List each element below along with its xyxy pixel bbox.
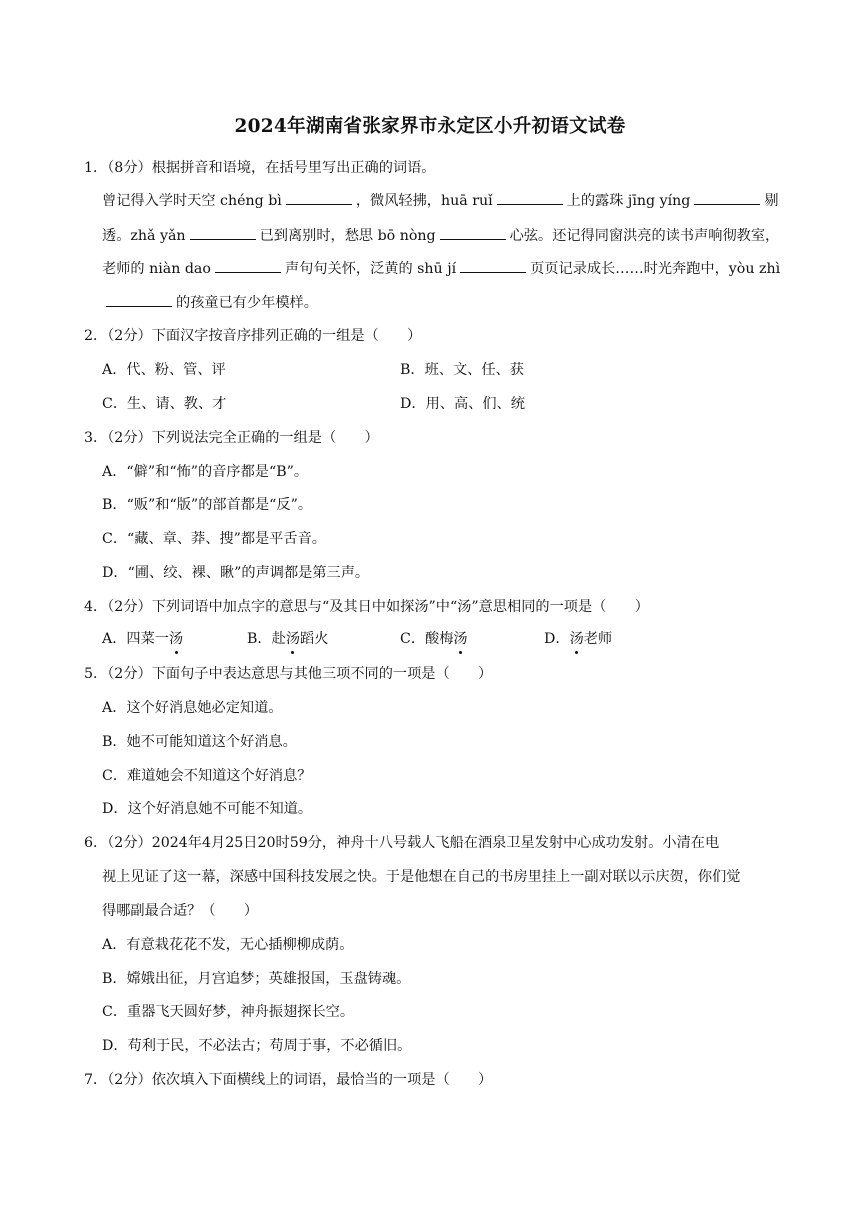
answer-blank[interactable] xyxy=(106,294,172,307)
answer-blank[interactable] xyxy=(190,227,256,240)
question-4-option-a[interactable]: A．四菜一汤 xyxy=(102,628,183,648)
question-1-line-3: 老师的 niàn dao 声句句关怀，泛黄的 shū jí 页页记录成长……时光奔跑中，yòu zhì xyxy=(102,261,781,277)
question-1-line-4: 的孩童已有少年模样。 xyxy=(102,292,318,312)
answer-blank[interactable] xyxy=(460,260,526,273)
question-4-stem: 4．（2分）下列词语中加点字的意思与“及其日中如探汤”中“汤”意思相同的一项是（ ） xyxy=(84,599,649,615)
question-5-option-a[interactable]: A．这个好消息她必定知道。 xyxy=(102,700,283,716)
question-4-option-d[interactable]: D．汤老师 xyxy=(544,628,612,648)
question-2-option-c[interactable]: C．生、请、教、才 xyxy=(102,396,227,412)
question-5-option-d[interactable]: D．这个好消息她不可能不知道。 xyxy=(102,801,313,817)
dotted-char: 汤 xyxy=(286,628,300,648)
question-2-option-a[interactable]: A．代、粉、管、评 xyxy=(102,362,226,378)
question-2-option-b[interactable]: B．班、文、任、获 xyxy=(400,362,524,378)
answer-blank[interactable] xyxy=(497,192,563,205)
question-6-option-b[interactable]: B．嫦娥出征，月宫追梦；英雄报国，玉盘铸魂。 xyxy=(102,971,411,987)
question-6-option-d[interactable]: D．苟利于民，不必法古；苟周于事，不必循旧。 xyxy=(102,1038,412,1054)
question-4-option-b[interactable]: B．赴汤蹈火 xyxy=(247,628,328,648)
question-1-stem: 1．（8分）根据拼音和语境，在括号里写出正确的词语。 xyxy=(84,160,436,176)
question-2-option-d[interactable]: D．用、高、们、统 xyxy=(400,396,525,412)
question-1-line-1: 曾记得入学时天空 chéng bì ，微风轻拂，huā ruǐ 上的露珠 jīng yíng 剔 xyxy=(102,193,779,209)
question-6-stem-line-3: 得哪副最合适？（ ） xyxy=(102,903,259,919)
question-6-option-c[interactable]: C．重器飞天圆好梦，神舟振翅探长空。 xyxy=(102,1004,355,1020)
question-3-stem: 3．（2分）下列说法完全正确的一组是（ ） xyxy=(84,430,379,446)
question-3-option-b[interactable]: B．“贩”和“版”的部首都是“反”。 xyxy=(102,497,313,513)
question-5-option-b[interactable]: B．她不可能知道这个好消息。 xyxy=(102,734,297,750)
page-title: 2024年湖南省张家界市永定区小升初语文试卷 xyxy=(234,116,626,137)
answer-blank[interactable] xyxy=(286,192,352,205)
question-7-stem: 7．（2分）依次填入下面横线上的词语，最恰当的一项是（ ） xyxy=(84,1072,493,1088)
question-3-option-d[interactable]: D．“圃、绞、裸、瞅”的声调都是第三声。 xyxy=(102,565,370,581)
question-1-line-2: 透。zhǎ yǎn 已到离别时，愁思 bō nòng 心弦。还记得同窗洪亮的读书声响彻教室， xyxy=(102,228,780,244)
question-6-option-a[interactable]: A．有意栽花花不发，无心插柳柳成荫。 xyxy=(102,937,354,953)
question-5-stem: 5．（2分）下面句子中表达意思与其他三项不同的一项是（ ） xyxy=(84,666,493,682)
question-3-option-c[interactable]: C．“藏、章、莽、搜”都是平舌音。 xyxy=(102,531,326,547)
question-6-stem-line-2: 视上见证了这一幕，深感中国科技发展之快。于是他想在自己的书房里挂上一副对联以示庆贺，你们觉 xyxy=(102,869,741,885)
question-2-stem: 2．（2分）下面汉字按音序排列正确的一组是（ ） xyxy=(84,328,422,344)
answer-blank[interactable] xyxy=(215,260,281,273)
dotted-char: 汤 xyxy=(453,628,467,648)
question-4-option-c[interactable]: C．酸梅汤 xyxy=(400,628,468,648)
answer-blank[interactable] xyxy=(694,192,760,205)
dotted-char: 汤 xyxy=(570,628,584,648)
question-5-option-c[interactable]: C．难道她会不知道这个好消息？ xyxy=(102,768,312,784)
question-3-option-a[interactable]: A．“僻”和“怖”的音序都是“B”。 xyxy=(102,464,309,480)
answer-blank[interactable] xyxy=(440,227,506,240)
dotted-char: 汤 xyxy=(169,628,183,648)
question-6-stem-line-1: 6．（2分）2024年4月25日20时59分，神舟十八号载人飞船在酒泉卫星发射中心成功发射。小清在电 xyxy=(84,835,720,851)
